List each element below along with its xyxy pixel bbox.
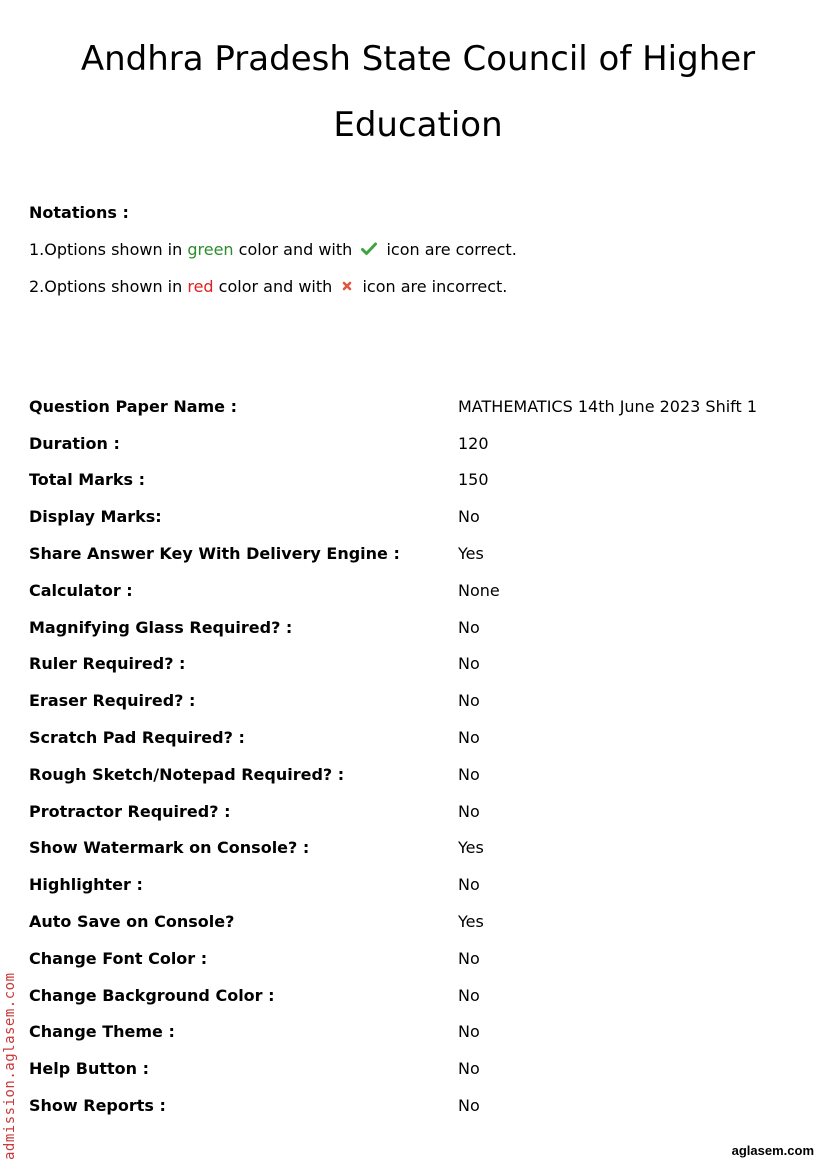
row-value: No [458,1096,480,1116]
row-label: Total Marks : [29,470,146,490]
row-value: Yes [458,544,484,564]
row-label: Show Reports : [29,1096,166,1116]
notation-incorrect [29,274,517,311]
row-value: No [458,654,480,674]
row-value: No [458,1022,480,1042]
row-value: No [458,691,480,711]
document-title [60,26,776,158]
row-value: No [458,1059,480,1079]
table-row [29,903,799,940]
table-row [29,425,799,462]
row-label: Calculator : [29,580,133,600]
row-value: No [458,801,480,821]
check-icon [361,242,377,256]
row-label: Rough Sketch/Notepad Required? : [29,764,345,784]
row-value: 150 [458,470,489,490]
row-value: None [458,580,500,600]
row-value: Yes [458,912,484,932]
row-value: No [458,985,480,1005]
notation-incorrect-middle: color and with [213,277,338,296]
notation-correct-middle: color and with [233,240,358,259]
title-line-2: Education [333,105,503,145]
table-row [29,866,799,903]
table-row [29,682,799,719]
row-value: 120 [458,433,489,453]
row-label: Share Answer Key With Delivery Engine : [29,544,400,564]
footer-brand: aglasem.com [731,1143,814,1158]
notation-correct [29,237,517,274]
table-row [29,1014,799,1051]
row-value: No [458,728,480,748]
row-label: Auto Save on Console? [29,912,235,932]
table-row [29,572,799,609]
row-label: Change Font Color : [29,948,208,968]
row-value: No [458,875,480,895]
row-value: Yes [458,838,484,858]
row-label: Show Watermark on Console? : [29,838,310,858]
table-row [29,1087,799,1124]
table-row [29,498,799,535]
notation-red-word: red [187,277,214,296]
side-watermark: admission.aglasem.com [2,972,18,1160]
row-value: MATHEMATICS 14th June 2023 Shift 1 [458,396,758,416]
row-label: Help Button : [29,1059,149,1079]
table-row [29,462,799,499]
table-row [29,719,799,756]
notations-section [29,200,517,311]
row-label: Display Marks: [29,507,162,527]
notation-correct-suffix: icon are correct. [381,240,517,259]
row-label: Change Theme : [29,1022,175,1042]
table-row [29,1050,799,1087]
row-value: No [458,507,480,527]
paper-details-table [29,388,799,1124]
row-label: Change Background Color : [29,985,275,1005]
row-value: No [458,948,480,968]
table-row [29,977,799,1014]
row-label: Question Paper Name : [29,396,237,416]
row-label: Protractor Required? : [29,801,231,821]
notation-incorrect-prefix: 2.Options shown in [29,277,188,296]
table-row [29,646,799,683]
table-row [29,609,799,646]
notation-incorrect-suffix: icon are incorrect. [357,277,508,296]
row-label: Magnifying Glass Required? : [29,617,293,637]
table-row [29,940,799,977]
notation-green-word: green [187,240,234,259]
cross-icon [341,280,353,292]
table-row [29,793,799,830]
table-row [29,756,799,793]
table-row [29,535,799,572]
row-label: Ruler Required? : [29,654,186,674]
row-label: Scratch Pad Required? : [29,728,245,748]
title-line-1: Andhra Pradesh State Council of Higher [80,39,756,79]
table-row [29,830,799,867]
row-label: Highlighter : [29,875,143,895]
notations-heading: Notations : [29,203,129,222]
row-value: No [458,617,480,637]
notation-correct-prefix: 1.Options shown in [29,240,188,259]
row-label: Duration : [29,433,120,453]
table-row [29,388,799,425]
row-value: No [458,764,480,784]
row-label: Eraser Required? : [29,691,196,711]
